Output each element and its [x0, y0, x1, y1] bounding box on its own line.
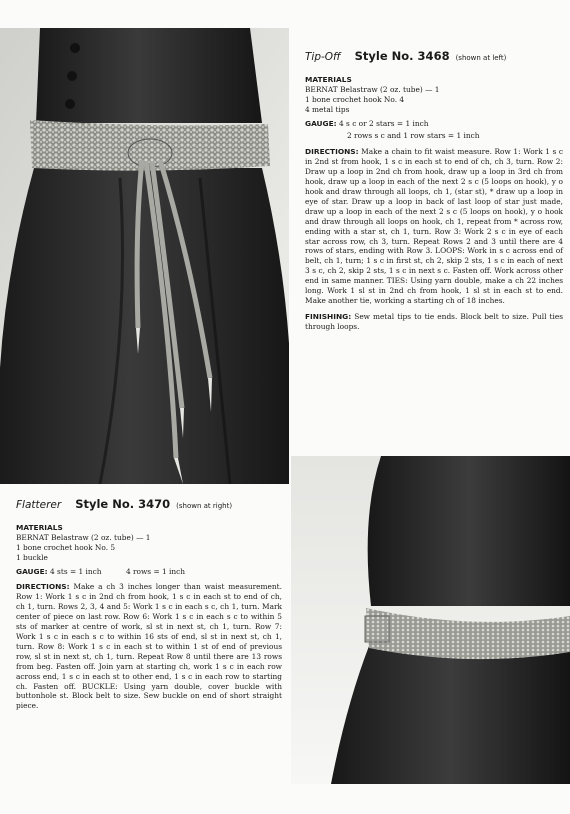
flatterer-directions-text: Make a ch 3 inches longer than waist measurement. Row 1: Work 1 s c in 2nd ch from hook, 1 s c in each st to end of ch, ch 1, turn. Rows 2, 3, 4 and 5: Work 1 s c in each s c, ch 1, turn. Mark center of piece on last row. Row 6: Work 1 s c in each s c to within 5 sts of marker at centre of work, sl st in next st, ch 1, turn. Row 7: Work 1 s c in each s c to within 16 sts of end, sl st in next st, ch 1, turn. Row 8: Work 1 s c in each st to within 1 st of end of previous row, sl st in next st, ch 1, turn. Repeat Row 8 until there are 13 rows from beg. Fasten off. Join yarn at starting ch, work 1 s c in each row across end, 1 s c in each st to other end, 1 s c in each row to starting ch. Fasten off. BUCKLE: Using yarn double, cover buckle with buttonhole st. Block belt to size. Sew buckle on end of short straight piece. — [16, 582, 282, 711]
tipoff-gauge-heading: GAUGE: — [305, 118, 337, 128]
tipoff-material-item: 1 bone crochet hook No. 4 — [305, 94, 405, 104]
tipoff-gauge — [305, 119, 563, 129]
flatterer-name: Flatterer — [16, 499, 62, 511]
tipoff-materials-heading: MATERIALS — [305, 74, 352, 84]
flatterer-directions — [16, 582, 282, 711]
flatterer-materials-heading: MATERIALS — [16, 522, 63, 532]
flatterer-title-row — [16, 497, 282, 512]
tipoff-name: Tip-Off — [305, 51, 341, 63]
flatterer-directions-heading: DIRECTIONS: — [16, 582, 70, 592]
tipoff-gauge-2: 2 rows s c and 1 row stars = 1 inch — [347, 131, 480, 141]
tipoff-shown-note: (shown at left) — [455, 54, 507, 62]
flatterer-material-item: 1 buckle — [16, 552, 48, 562]
tipoff-gauge-1: 4 s c or 2 stars = 1 inch — [339, 118, 429, 128]
flatterer-material-item: BERNAT Belastraw (2 oz. tube) — 1 — [16, 532, 151, 542]
tipoff-finishing — [305, 312, 563, 332]
tipoff-directions-text: Make a chain to fit waist measure. Row 1: Work 1 s c in 2nd st from hook, 1 s c in each st to end of ch, ch 3, turn. Row 2: Draw up a loop in 2nd ch from hook, draw up a loop in 3rd ch from hook, draw up a loop in each of the next 2 s c (5 loops on hook), y o hook and draw through all loops, ch 1, (star st), * draw up a loop in eye of star. Draw up a loop in back of last loop of star just made, draw up a loop in each of the next 2 s c (5 loops on hook), y o hook and draw through all loops on hook, ch 1, repeat from * across row, ending with a star st, ch 1, turn. Row 3: Work 2 s c in eye of each star across row, ch 3, turn. Repeat Rows 2 and 3 until there are 4 rows of stars, ending with Row 3. LOOPS: Work in s c across end of belt, ch 1, turn; 1 s c in first st, ch 2, skip 2 sts, 1 s c in each of next 3 s c, ch 2, skip 2 sts, 1 s c in next s c. Fasten off. Work across other end in same manner. TIES: Using yarn double, make a ch 22 inches long. Work 1 sl st in 2nd ch from hook, 1 sl st in each st to end. Make another tie, working a starting ch of 18 inches. — [305, 147, 563, 305]
flatterer-gauge — [16, 567, 282, 577]
tipoff-material-item: BERNAT Belastraw (2 oz. tube) — 1 — [305, 84, 440, 94]
flatterer-belt-photo — [291, 456, 570, 784]
tipoff-style-number: Style No. 3468 — [354, 49, 450, 63]
flatterer-shown-note: (shown at right) — [176, 502, 233, 510]
flatterer-style-number: Style No. 3470 — [75, 497, 171, 511]
flatterer-gauge-2: 4 rows = 1 inch — [125, 566, 186, 576]
flatterer-gauge-heading: GAUGE: — [16, 566, 48, 576]
flatterer-material-item: 1 bone crochet hook No. 5 — [16, 542, 116, 552]
flatterer-pattern — [16, 497, 282, 711]
tipoff-belt-photo — [0, 28, 289, 484]
tipoff-pattern — [305, 49, 563, 332]
tipoff-material-item: 4 metal tips — [305, 104, 350, 114]
tipoff-directions — [305, 147, 563, 306]
flatterer-gauge-1: 4 sts = 1 inch — [50, 566, 102, 576]
tipoff-directions-heading: DIRECTIONS: — [305, 147, 359, 157]
tipoff-finishing-heading: FINISHING: — [305, 311, 352, 321]
tipoff-finishing-text: Sew metal tips to tie ends. Block belt to size. Pull ties through loops. — [305, 311, 563, 331]
tipoff-title-row — [305, 49, 563, 64]
